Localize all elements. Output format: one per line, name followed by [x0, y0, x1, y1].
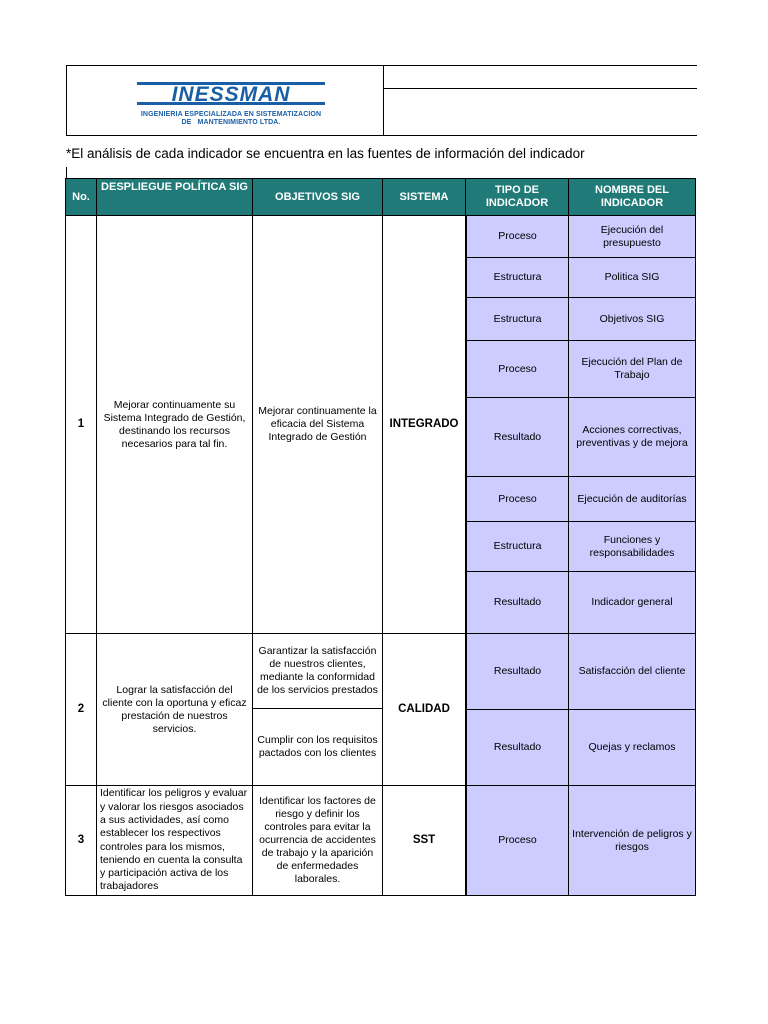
nombre-indicador: Indicador general: [568, 571, 696, 634]
nombre-indicador: Acciones correctivas, preventivas y de mejora: [568, 397, 696, 477]
divider: [66, 167, 67, 178]
tipo-indicador: Proceso: [466, 785, 569, 896]
tipo-indicador: Proceso: [466, 215, 569, 258]
nombre-indicador: Objetivos SIG: [568, 297, 696, 341]
tipo-indicador: Resultado: [466, 571, 569, 634]
row-number: 1: [65, 215, 97, 634]
nombre-indicador: Funciones y responsabilidades: [568, 521, 696, 572]
nombre-indicador: Ejecución del presupuesto: [568, 215, 696, 258]
objetivo-text: Identificar los factores de riesgo y definir los controles para evitar la ocurrencia de accidentes de trabajo y la aparición de enfermedades laborales.: [252, 785, 383, 896]
column-header-nombre: NOMBRE DEL INDICADOR: [568, 178, 696, 216]
nombre-indicador: Ejecución de auditorías: [568, 476, 696, 522]
tipo-indicador: Proceso: [466, 476, 569, 522]
nombre-indicador: Quejas y reclamos: [568, 709, 696, 786]
logo-cell: [67, 66, 384, 135]
tipo-indicador: Estructura: [466, 257, 569, 298]
tipo-indicador: Estructura: [466, 297, 569, 341]
sistema-label: CALIDAD: [382, 633, 466, 786]
company-logo: [137, 80, 325, 106]
tipo-indicador: Estructura: [466, 521, 569, 572]
tipo-indicador: Resultado: [466, 397, 569, 477]
sistema-label: SST: [382, 785, 466, 896]
document-header: [66, 65, 697, 136]
svg-text:INESSMAN: INESSMAN: [171, 83, 291, 106]
column-header-objetivos: OBJETIVOS SIG: [252, 178, 383, 216]
nombre-indicador: Politica SIG: [568, 257, 696, 298]
logo-subtitle: INGENIERIA ESPECIALIZADA EN SISTEMATIZACION DE MANTENIMIENTO LTDA.: [140, 111, 322, 126]
despliegue-text: Identificar los peligros y evaluar y valorar los riesgos asociados a sus actividades, así como establecer los respectivos controles para los mismos, teniendo en cuenta la consulta y participación activa de los trabajadores: [96, 785, 253, 896]
nombre-indicador: Ejecución del Plan de Trabajo: [568, 340, 696, 398]
sistema-label: INTEGRADO: [382, 215, 466, 634]
column-header-sistema: SISTEMA: [382, 178, 466, 216]
despliegue-text: Mejorar continuamente su Sistema Integrado de Gestión, destinando los recursos necesarios para tal fin.: [96, 215, 253, 634]
analysis-note: *El análisis de cada indicador se encuentra en las fuentes de información del indicador: [66, 146, 585, 161]
objetivo-text: Cumplir con los requisitos pactados con los clientes: [252, 708, 383, 786]
nombre-indicador: Intervención de peligros y riesgos: [568, 785, 696, 896]
row-number: 2: [65, 633, 97, 786]
objetivo-text: Mejorar continuamente la eficacia del Sistema Integrado de Gestión: [252, 215, 383, 634]
tipo-indicador: Resultado: [466, 633, 569, 710]
column-header-no: No.: [65, 178, 97, 216]
tipo-indicador: Proceso: [466, 340, 569, 398]
header-divider: [384, 88, 697, 89]
column-header-despliegue: DESPLIEGUE POLÍTICA SIG: [96, 178, 253, 216]
column-header-tipo: TIPO DE INDICADOR: [465, 178, 569, 216]
nombre-indicador: Satisfacción del cliente: [568, 633, 696, 710]
objetivo-text: Garantizar la satisfacción de nuestros clientes, mediante la conformidad de los servicios prestados: [252, 633, 383, 709]
despliegue-text: Lograr la satisfacción del cliente con la oportuna y eficaz prestación de nuestros servicios.: [96, 633, 253, 786]
tipo-indicador: Resultado: [466, 709, 569, 786]
row-number: 3: [65, 785, 97, 896]
